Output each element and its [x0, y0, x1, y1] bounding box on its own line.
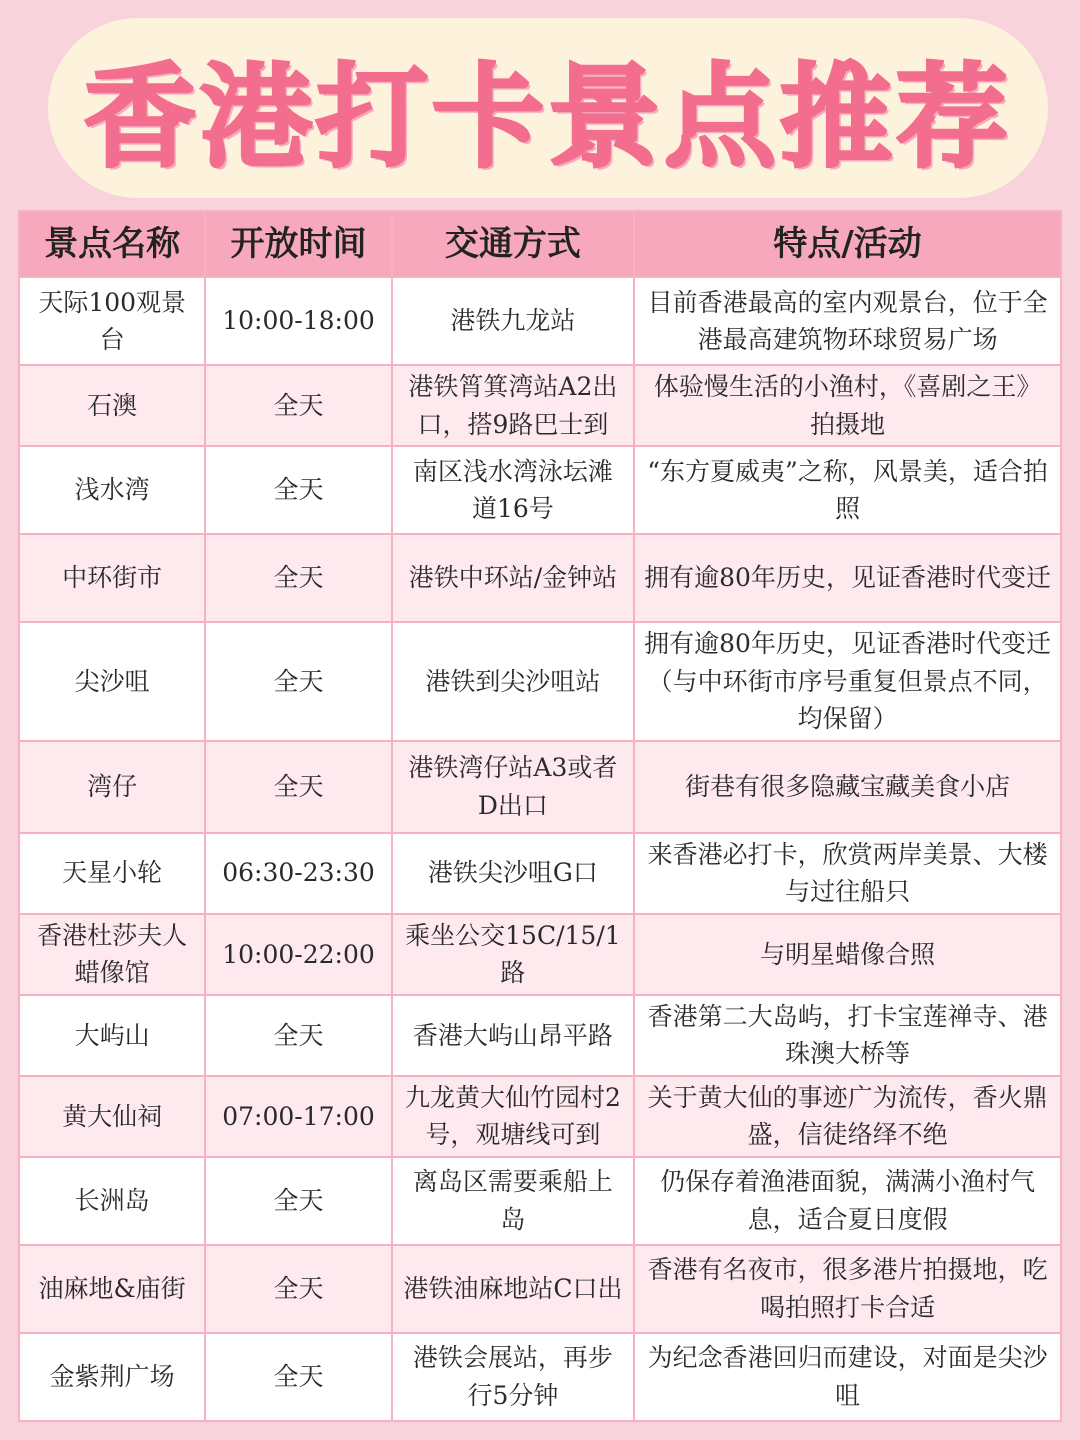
cell-name: 金紫荆广场 — [19, 1333, 205, 1421]
cell-name: 油麻地&庙街 — [19, 1245, 205, 1333]
cell-name: 石澳 — [19, 365, 205, 446]
header-name: 景点名称 — [19, 211, 205, 277]
cell-feature: 街巷有很多隐藏宝藏美食小店 — [634, 741, 1061, 833]
cell-name: 湾仔 — [19, 741, 205, 833]
cell-feature: 香港第二大岛屿，打卡宝莲禅寺、港珠澳大桥等 — [634, 995, 1061, 1076]
cell-transport: 港铁尖沙咀G口 — [392, 833, 634, 914]
table-row — [19, 622, 1061, 741]
table-row — [19, 277, 1061, 365]
cell-feature: 为纪念香港回归而建设，对面是尖沙咀 — [634, 1333, 1061, 1421]
cell-transport: 港铁会展站，再步行5分钟 — [392, 1333, 634, 1421]
cell-hours: 07:00-17:00 — [205, 1076, 391, 1157]
table-row — [19, 365, 1061, 446]
cell-name: 天星小轮 — [19, 833, 205, 914]
cell-hours: 全天 — [205, 995, 391, 1076]
header-hours: 开放时间 — [205, 211, 391, 277]
header-transport: 交通方式 — [392, 211, 634, 277]
attractions-table — [18, 210, 1062, 1422]
cell-transport: 港铁中环站/金钟站 — [392, 534, 634, 622]
cell-transport: 乘坐公交15C/15/1路 — [392, 914, 634, 995]
table-row — [19, 833, 1061, 914]
cell-hours: 全天 — [205, 1245, 391, 1333]
cell-name: 黄大仙祠 — [19, 1076, 205, 1157]
attractions-table-container — [18, 210, 1062, 1422]
title-banner — [48, 18, 1048, 198]
cell-transport: 离岛区需要乘船上岛 — [392, 1157, 634, 1245]
cell-feature: 关于黄大仙的事迹广为流传，香火鼎盛，信徒络绎不绝 — [634, 1076, 1061, 1157]
cell-transport: 南区浅水湾泳坛滩道16号 — [392, 446, 634, 534]
cell-hours: 全天 — [205, 1157, 391, 1245]
table-row — [19, 914, 1061, 995]
table-body — [19, 277, 1061, 1421]
cell-feature: “东方夏威夷”之称，风景美，适合拍照 — [634, 446, 1061, 534]
cell-name: 中环街市 — [19, 534, 205, 622]
cell-feature: 仍保存着渔港面貌，满满小渔村气息，适合夏日度假 — [634, 1157, 1061, 1245]
table-row — [19, 995, 1061, 1076]
cell-transport: 港铁到尖沙咀站 — [392, 622, 634, 741]
cell-transport: 九龙黄大仙竹园村2号，观塘线可到 — [392, 1076, 634, 1157]
cell-name: 长洲岛 — [19, 1157, 205, 1245]
cell-feature: 拥有逾80年历史，见证香港时代变迁 — [634, 534, 1061, 622]
cell-transport: 港铁湾仔站A3或者D出口 — [392, 741, 634, 833]
cell-hours: 全天 — [205, 446, 391, 534]
table-row — [19, 534, 1061, 622]
cell-hours: 全天 — [205, 1333, 391, 1421]
cell-name: 天际100观景台 — [19, 277, 205, 365]
cell-transport: 香港大屿山昂平路 — [392, 995, 634, 1076]
cell-hours: 10:00-22:00 — [205, 914, 391, 995]
cell-transport: 港铁九龙站 — [392, 277, 634, 365]
cell-name: 浅水湾 — [19, 446, 205, 534]
page-title: 香港打卡景点推荐 — [84, 52, 1012, 183]
table-row — [19, 1157, 1061, 1245]
cell-feature: 来香港必打卡，欣赏两岸美景、大楼与过往船只 — [634, 833, 1061, 914]
cell-feature: 拥有逾80年历史，见证香港时代变迁（与中环街市序号重复但景点不同，均保留） — [634, 622, 1061, 741]
cell-hours: 全天 — [205, 365, 391, 446]
table-row — [19, 1076, 1061, 1157]
table-row — [19, 446, 1061, 534]
cell-name: 尖沙咀 — [19, 622, 205, 741]
cell-transport: 港铁筲箕湾站A2出口，搭9路巴士到 — [392, 365, 634, 446]
header-feature: 特点/活动 — [634, 211, 1061, 277]
cell-hours: 全天 — [205, 534, 391, 622]
cell-feature: 目前香港最高的室内观景台，位于全港最高建筑物环球贸易广场 — [634, 277, 1061, 365]
cell-hours: 全天 — [205, 741, 391, 833]
cell-hours: 10:00-18:00 — [205, 277, 391, 365]
cell-name: 大屿山 — [19, 995, 205, 1076]
cell-feature: 体验慢生活的小渔村，《喜剧之王》拍摄地 — [634, 365, 1061, 446]
cell-name: 香港杜莎夫人蜡像馆 — [19, 914, 205, 995]
cell-hours: 全天 — [205, 622, 391, 741]
table-row — [19, 1245, 1061, 1333]
table-row — [19, 1333, 1061, 1421]
cell-feature: 香港有名夜市，很多港片拍摄地，吃喝拍照打卡合适 — [634, 1245, 1061, 1333]
cell-hours: 06:30-23:30 — [205, 833, 391, 914]
table-row — [19, 741, 1061, 833]
cell-transport: 港铁油麻地站C口出 — [392, 1245, 634, 1333]
cell-feature: 与明星蜡像合照 — [634, 914, 1061, 995]
table-header-row — [19, 211, 1061, 277]
